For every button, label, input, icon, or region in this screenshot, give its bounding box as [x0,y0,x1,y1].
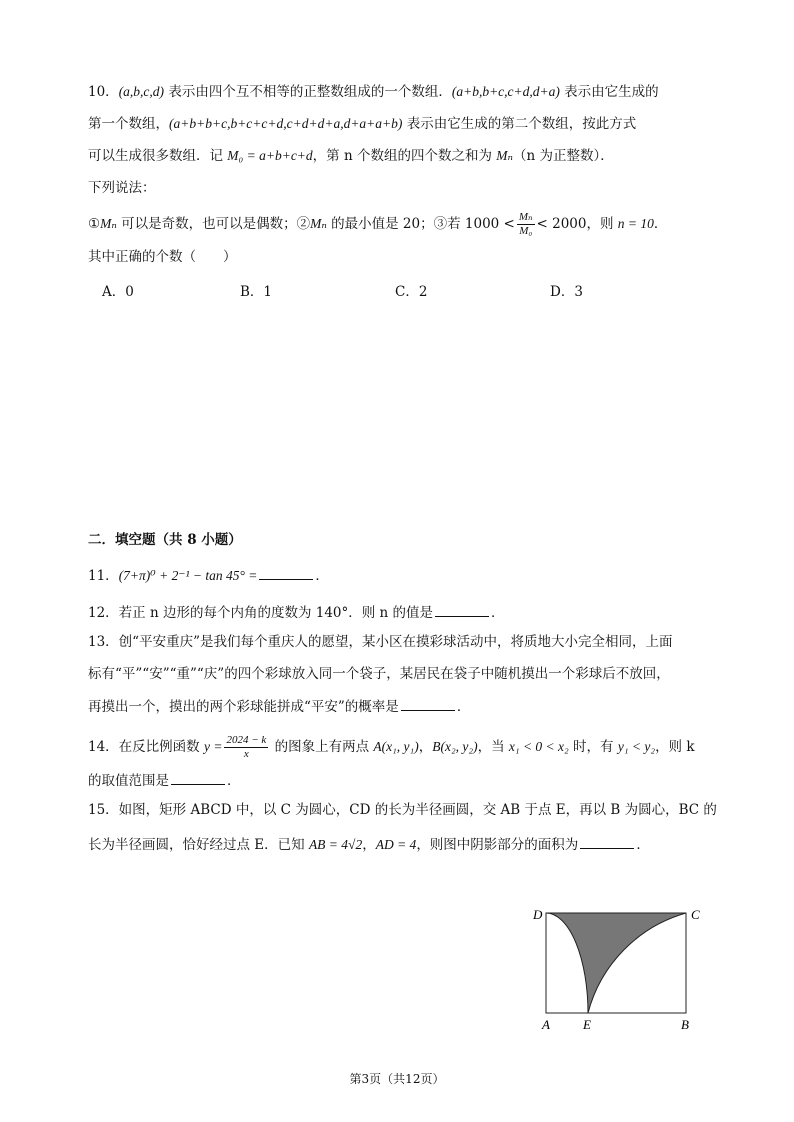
q11 [88,565,329,586]
q10-line4 [88,178,156,198]
q10-ineq-right: < 2000 [536,216,587,232]
q10-number: 10． [88,84,119,100]
q14-line2 [88,770,241,791]
q10-mn: Mₙ [100,216,117,231]
section-title: 二．填空题（共 8 小题） [88,532,242,548]
q10-tuple2: (a+b+b+c,b+c+c+d,c+d+d+a,d+a+a+b) [169,116,403,131]
rectangle-figure [530,905,710,1035]
q10-text: ，第 n 个数组的四个数之和为 [312,148,497,164]
q14-point-b: B(x₂, y₂) [432,739,478,754]
q10-text: （n 为正整数）． [512,148,614,164]
q10-n-value: n = 10 [617,216,654,231]
label-d: D [533,907,543,922]
q13-blank [401,696,455,711]
q10-text: 的最小值是 20；③若 [326,216,465,232]
shaded-region [546,913,686,1013]
q13-period: ． [456,699,471,715]
q15-comma: ， [362,837,376,853]
q10-text: ． [653,216,668,232]
q14-frac-den: x [243,748,249,760]
q10-m0-formula: M₀ = a+b+c+d [227,148,313,163]
q14-text: ，当 [477,739,509,755]
q14-blank [171,770,225,785]
q14-line1 [88,730,695,764]
q15-blank [580,834,634,849]
q10-tuple: (a,b,c,d) [118,84,165,99]
q12-period: ． [491,605,505,621]
q12-blank [435,602,489,617]
q10-prompt: 其中正确的个数（ ） [88,249,237,265]
q14-text: 的取值范围是 [88,773,169,789]
q10-ineq-left: 1000 < [464,216,515,232]
q10-circle-1: ① [88,216,101,232]
q10-text: 表示由四个互不相等的正整数组成的一个数组． [164,84,452,100]
q10-text: 表示由它生成的 [559,84,659,100]
q12-text: 12．若正 n 边形的每个内角的度数为 140°．则 n 的值是 [88,605,434,621]
q15-line1: 15．如图，矩形 ABCD 中，以 C 为圆心，CD 的长为半径画圆，交 AB 于点 E，再以 B 为圆心，BC 的 [88,802,717,818]
q13-line3 [88,696,470,717]
q14-y: y = [203,739,223,754]
q10-fraction [517,211,535,238]
q10-text: 可以生成很多数组．记 [88,148,228,164]
q14-condition: x₁ < 0 < x₂ [508,739,569,754]
q15-text: 长为半径画圆，恰好经过点 E．已知 [88,837,309,853]
q14-result: y₁ < y₂ [617,739,656,754]
q11-number: 11． [88,568,119,584]
label-b: B [681,1017,689,1032]
q10-line5 [88,210,667,238]
q14-text: 的图象上有两点 [270,739,374,755]
q10-text: ，则 [586,216,618,232]
q15-ad: AD = 4 [375,837,417,852]
label-c: C [691,907,700,922]
q14-fraction [224,734,268,761]
q10-line2 [88,114,636,134]
q10-line1 [88,82,659,102]
q10-option-a: A．0 [102,284,134,300]
label-a: A [542,1017,550,1032]
q10-text: 下列说法： [88,180,156,196]
q11-blank [259,565,313,580]
q10-option-c: C．2 [395,284,428,300]
q10-option-b: B．1 [240,284,273,300]
q10-line6 [88,247,237,267]
q10-line3 [88,146,614,166]
q10-text: 第一个数组， [88,116,169,132]
q11-expression: (7+π)⁰ + 2⁻¹ − tan 45° = [118,568,258,583]
q12 [88,602,505,623]
q11-period: ． [315,568,329,584]
q14-point-a: A(x₁, y₁) [373,739,419,754]
q15-ab: AB = 4√2 [308,837,363,852]
q10-frac-num: Mₙ [518,211,533,223]
q15-line2 [88,834,650,855]
q10-frac-den: M₀ [519,225,533,237]
q10-mn: Mₙ [310,216,327,231]
q14-period: ． [227,773,241,789]
q14-text: 14．在反比例函数 [88,739,204,755]
q10-option-d: D．3 [550,284,583,300]
q10-text: 表示由它生成的第二个数组，按此方式 [402,116,637,132]
q13-text: 再摸出一个，摸出的两个彩球能拼成“平安”的概率是 [88,699,399,715]
q10-mn: Mₙ [496,148,513,163]
q14-text: ，则 k [655,739,695,755]
q14-frac-num: 2024 − k [226,734,267,746]
q14-text: 时，有 [568,739,618,755]
label-e: E [583,1017,591,1032]
q14-comma: ， [418,739,433,755]
q10-tuple1: (a+b,b+c,c+d,d+a) [451,84,560,99]
q15-period: ． [636,837,650,853]
q10-text: 可以是奇数，也可以是偶数；② [116,216,311,232]
q15-text: ，则图中阴影部分的面积为 [416,837,579,853]
q13-line2: 标有“平”“安”“重”“庆”的四个彩球放入同一个袋子，某居民在袋子中随机摸出一个彩球后不放回， [88,666,670,682]
q13-line1: 13．创“平安重庆”是我们每个重庆人的愿望，某小区在摸彩球活动中，将质地大小完全相同，上面 [88,634,673,650]
page-footer: 第3页（共12页） [349,1072,445,1086]
